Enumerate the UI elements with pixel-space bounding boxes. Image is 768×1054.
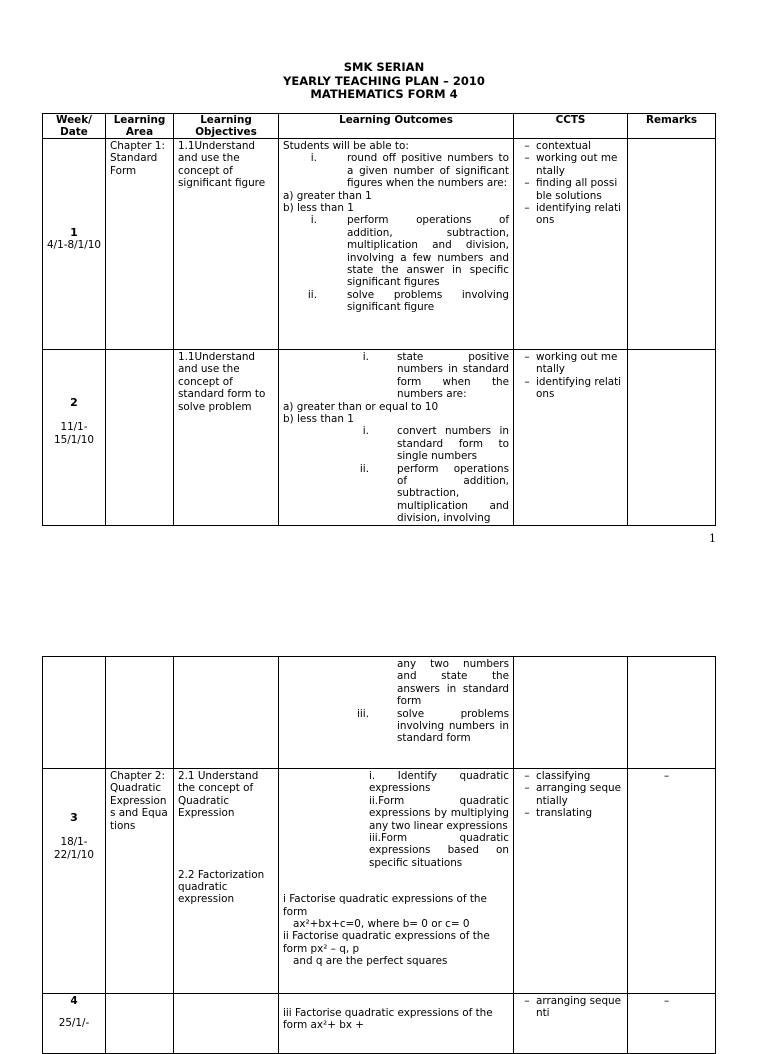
- week-number: 3: [70, 811, 78, 824]
- outcome-item: iii. solve problems involving numbers in standard form: [357, 707, 509, 745]
- condition-b: b) less than 1: [283, 413, 354, 426]
- col-week-date: Week/ Date: [43, 114, 106, 139]
- col-remarks: Remarks: [628, 114, 716, 139]
- ccts-cell: [514, 657, 628, 769]
- outcome-list: [283, 770, 509, 869]
- table-row: [43, 350, 716, 526]
- week-cell: [43, 657, 106, 769]
- week-date: 4/1-8/1/10: [47, 239, 101, 252]
- week-number: 1: [70, 226, 78, 239]
- outcome-item: i. round off positive numbers to a given number of significant figures when the numbers are:: [310, 152, 509, 190]
- list-item: – working out mentally: [524, 351, 618, 376]
- remarks-cell: [628, 139, 716, 350]
- continued-outcome: any two numbers and state the answers in standard form: [397, 658, 509, 708]
- week-cell: [43, 769, 106, 994]
- ccts-list: [518, 995, 623, 1020]
- learning-area-cell: [106, 657, 174, 769]
- objective-text: 2.1 Understand the concept of Quadratic Expression: [178, 770, 259, 820]
- ccts-list: [518, 770, 623, 820]
- outcome-item: i. perform operations of addition, subtraction, multiplication and division, involving a few numbers and state the answer in specific significant figures: [310, 214, 509, 289]
- outcome-item: i. convert numbers in standard form to single numbers: [362, 425, 509, 463]
- ccts-cell: [514, 139, 628, 350]
- ccts-cell: [514, 350, 628, 526]
- factorise-item: i Factorise quadratic expressions of the form: [283, 893, 487, 918]
- list-item: – identifying relations: [524, 375, 622, 401]
- list-item: – contextual: [524, 140, 592, 152]
- condition-a: a) greater than or equal to 10: [283, 400, 439, 413]
- table-row: [43, 657, 716, 769]
- school-name: SMK SERIAN: [343, 60, 425, 74]
- factorise-condition: and q are the perfect squares: [293, 955, 448, 968]
- learning-objective-cell: [174, 139, 279, 350]
- learning-objective-cell: 1.1Understand and use the concept of standard form to solve problem: [174, 350, 279, 526]
- col-ccts: CCTS: [514, 114, 628, 139]
- remarks-cell: –: [628, 994, 716, 1054]
- condition-b: b) less than 1: [283, 202, 354, 215]
- list-item: – arranging sequenti: [524, 995, 622, 1020]
- learning-objective-cell: [174, 769, 279, 994]
- learning-objective-cell: [174, 657, 279, 769]
- outcome-item: ii.Form quadratic expressions by multiplying any two linear expressions: [369, 794, 509, 832]
- col-learning-outcomes: Learning Outcomes: [279, 114, 514, 139]
- remarks-cell: –: [628, 769, 716, 994]
- factorise-item: iii Factorise quadratic expressions of the form ax²+ bx +: [283, 1007, 493, 1032]
- col-learning-objectives: Learning Objectives: [174, 114, 279, 139]
- week-date: 11/1-15/1/10: [53, 421, 95, 446]
- table-row: [43, 139, 716, 350]
- factorise-formula: ax²+bx+c=0, where b= 0 or c= 0: [293, 918, 470, 931]
- week-number: 4: [70, 995, 78, 1007]
- list-item: – working out mentally: [524, 152, 618, 177]
- outcomes-intro: Students will be able to:: [283, 140, 409, 152]
- teaching-plan-table-page2: [42, 656, 716, 1054]
- learning-area-cell: Chapter 2: Quadratic Expressions and Equations: [106, 769, 174, 994]
- week-number: 2: [70, 396, 78, 409]
- list-item: – translating: [524, 807, 593, 820]
- objective-text: 2.2 Factorization quadratic expression: [178, 868, 265, 906]
- outcome-item: i. Identify quadratic expressions: [369, 770, 509, 795]
- objective-text: 1.1Understand and use the concept of significant figure: [178, 140, 266, 190]
- learning-area-cell: [106, 350, 174, 526]
- plan-title: YEARLY TEACHING PLAN – 2010: [283, 73, 485, 88]
- learning-outcomes-cell: [279, 139, 514, 350]
- outcome-item: ii. perform operations of addition, subtraction, multiplication and division, involving: [359, 462, 509, 525]
- list-item: – arranging sequentially: [524, 782, 622, 807]
- week-cell: [43, 350, 106, 526]
- week-date: 18/1-22/1/10: [53, 836, 95, 861]
- table-row: [43, 769, 716, 994]
- learning-outcomes-cell: [279, 657, 514, 769]
- learning-area-cell: Chapter 1: Standard Form: [106, 139, 174, 350]
- learning-outcomes-cell: [279, 769, 514, 994]
- learning-outcomes-cell: [279, 350, 514, 526]
- list-item: – finding all possible solutions: [524, 177, 618, 202]
- outcome-item: ii. solve problems involving significant figure: [307, 288, 509, 314]
- page-number: 1: [709, 532, 716, 545]
- list-item: – identifying relations: [524, 202, 622, 227]
- factorise-item: ii Factorise quadratic expressions of the form px² – q, p: [283, 930, 490, 955]
- col-learning-area: Learning Area: [106, 114, 174, 139]
- remarks-cell: [628, 350, 716, 526]
- list-item: – classifying: [524, 770, 591, 782]
- subject-title: MATHEMATICS FORM 4: [310, 87, 458, 101]
- week-date: 25/1/-: [58, 1017, 90, 1030]
- ccts-list: [518, 351, 623, 401]
- outcome-item: i. state positive numbers in standard form when the numbers are:: [362, 351, 509, 401]
- ccts-cell: [514, 769, 628, 994]
- teaching-plan-table-page1: [42, 113, 716, 526]
- week-cell: [43, 139, 106, 350]
- document-header: [0, 61, 768, 102]
- outcome-item: iii.Form quadratic expressions based on specific situations: [369, 832, 509, 869]
- remarks-cell: [628, 657, 716, 769]
- ccts-list: [518, 140, 623, 227]
- table-header-row: [43, 114, 716, 139]
- condition-a: a) greater than 1: [283, 189, 372, 202]
